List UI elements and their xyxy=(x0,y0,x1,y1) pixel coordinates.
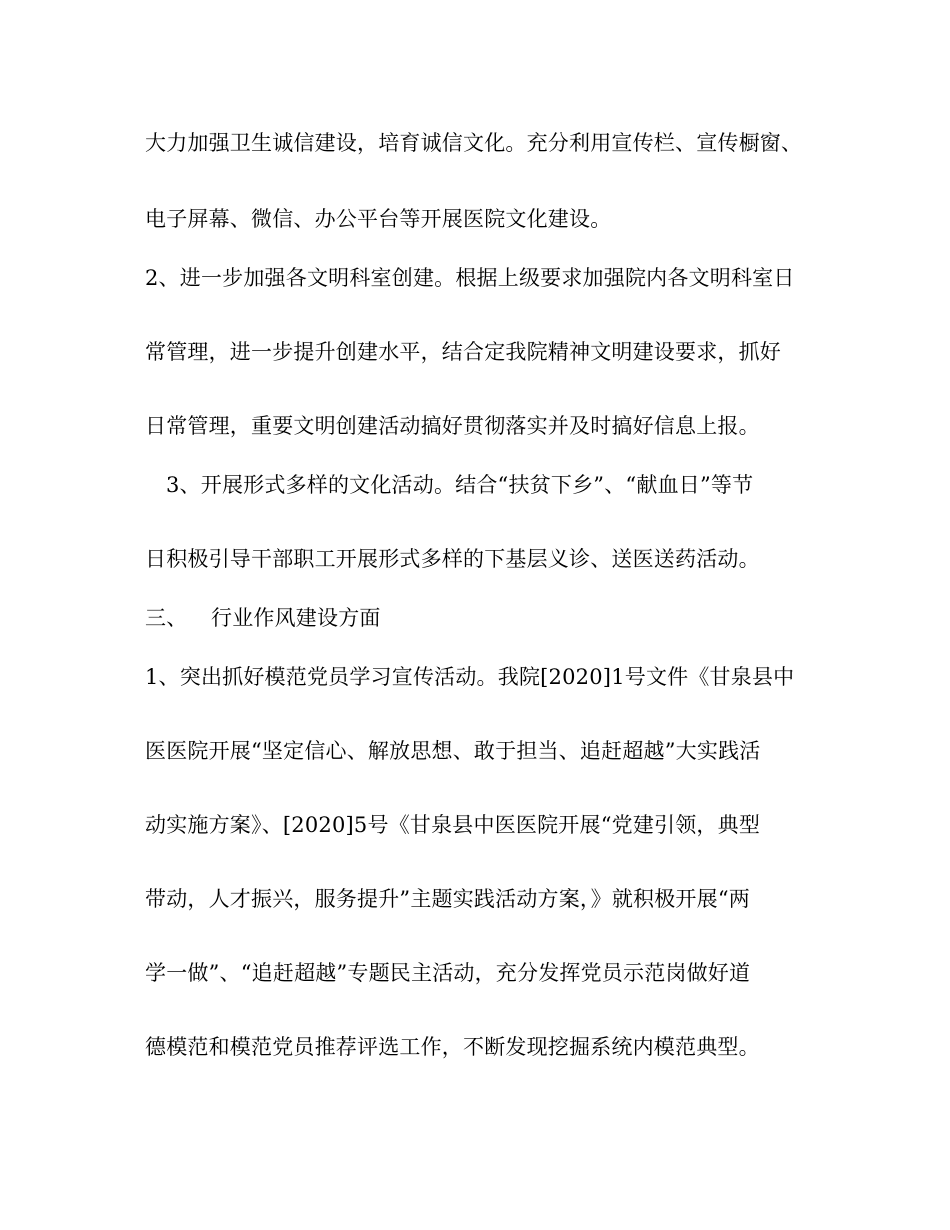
paragraph-line: 常管理，进一步提升创建水平，结合定我院精神文明建设要求，抓好 xyxy=(145,340,781,364)
paragraph-line: 德模范和模范党员推荐评选工作，不断发现挖掘系统内模范典型。 xyxy=(145,1035,760,1059)
paragraph-line: 日积极引导干部职工开展形式多样的下基层义诊、送医送药活动。 xyxy=(145,547,760,571)
section-heading-number: 三、 xyxy=(145,606,188,630)
section-heading-title: 行业作风建设方面 xyxy=(211,606,381,630)
paragraph-line: 日常管理，重要文明创建活动搞好贯彻落实并及时搞好信息上报。 xyxy=(145,414,760,438)
paragraph-line: 电子屏幕、微信、办公平台等开展医院文化建设。 xyxy=(145,207,612,231)
paragraph-line: 学一做”、“追赶超越”专题民主活动，充分发挥党员示范岗做好道 xyxy=(145,961,751,985)
section-heading xyxy=(145,603,381,633)
paragraph-line: 3、开展形式多样的文化活动。结合“扶贫下乡”、“献血日”等节 xyxy=(166,473,754,497)
paragraph-line: 医医院开展“坚定信心、解放思想、敢于担当、追赶超越”大实践活 xyxy=(145,739,761,763)
paragraph-line: 1、突出抓好模范党员学习宣传活动。我院[2020]1号文件《甘泉县中 xyxy=(145,665,795,689)
paragraph-line: 带动，人才振兴，服务提升”主题实践活动方案，》就积极开展“两 xyxy=(145,887,750,911)
paragraph-line: 2、进一步加强各文明科室创建。根据上级要求加强院内各文明科室日 xyxy=(145,266,795,290)
paragraph-line: 大力加强卫生诚信建设，培育诚信文化。充分利用宣传栏、宣传橱窗、 xyxy=(145,131,803,155)
paragraph-line: 动实施方案》、[2020]5号《甘泉县中医医院开展“党建引领，典型 xyxy=(145,813,761,837)
